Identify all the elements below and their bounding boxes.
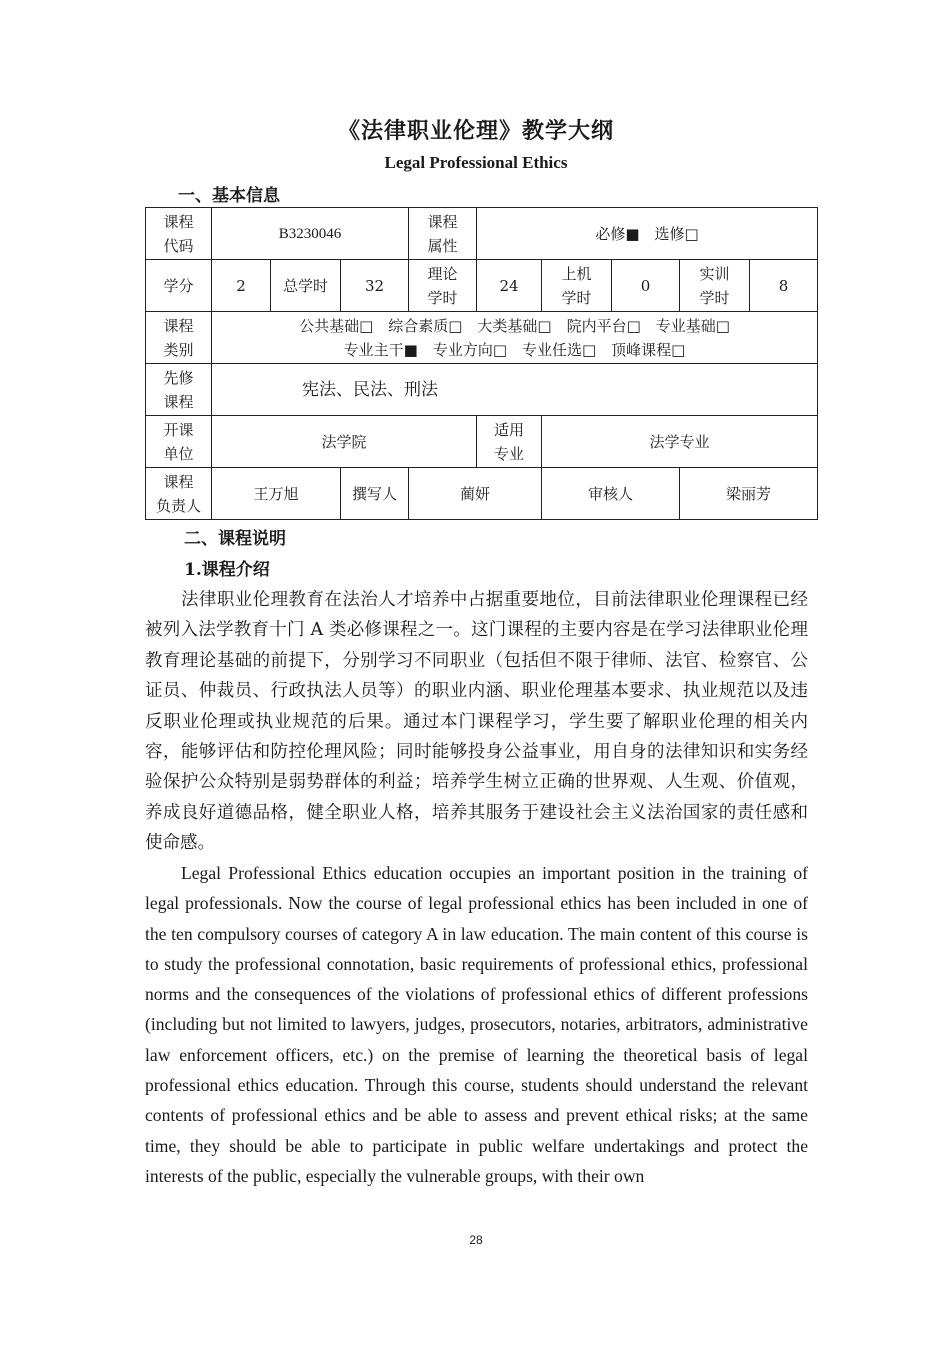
prereq-value: 宪法、民法、刑法 [212,364,818,416]
major-label: 适用 专业 [477,416,542,468]
course-intro-english-text: Legal Professional Ethics education occupies an important position in the training of legal professionals. Now the course of legal professional ethics has been included in one of the ten compulsory courses of category A in law education. The main content of this course is to study the professional connotation, basic requirements of professional ethics, professional norms and the consequences of the violations of professional ethics of different professions (including but not limited to lawyers, judges, prosecutors, notaries, arbitrators, administrative law enforcement officers, etc.) on the premise of learning the theoretical basis of legal professional ethics education. Through this course, students should understand the relevant contents of professional ethics and be able to assess and prevent ethical risks; at the same time, they should be able to participate in public welfare undertakings and protect the interests of the public, especially the vulnerable groups, with their own [145,863,808,1186]
owner-label: 课程 负责人 [146,468,212,520]
category-label: 课程 类别 [146,312,212,364]
section-heading-course-description: 二、课程说明 [184,529,286,549]
basic-info-table [145,207,818,520]
course-intro-chinese-text: 法律职业伦理教育在法治人才培养中占据重要地位，目前法律职业伦理课程已经被列入法学教育十门 A 类必修课程之一。这门课程的主要内容是在学习法律职业伦理教育理论基础的前提下，分别学习不同职业（包括但不限于律师、法官、检察官、公证员、仲裁员、行政执法人员等）的职业内涵、职业伦理基本要求、执业规范以及违反职业伦理或执业规范的后果。通过本门课程学习，学生要了解职业伦理的相关内容，能够评估和防控伦理风险；同时能够投身公益事业，用自身的法律知识和实务经验保护公众特别是弱势群体的利益；培养学生树立正确的世界观、人生观、价值观，养成良好道德品格，健全职业人格，培养其服务于建设社会主义法治国家的责任感和使命感。 [145,590,808,854]
reviewer-value: 梁丽芳 [680,468,818,520]
subsection-heading-course-intro: 1.课程介绍 [184,560,270,580]
dept-value: 法学院 [212,416,477,468]
course-attr-value: 必修■ 选修□ [477,208,818,260]
page-number: 28 [469,1233,483,1247]
theory-hours-label: 理论 学时 [409,260,477,312]
course-intro-english [145,858,808,1191]
practice-hours-value: 8 [750,260,818,312]
reviewer-label: 审核人 [542,468,680,520]
category-options-line-2: 专业主干■ 专业方向□ 专业任选□ 顶峰课程□ [343,340,686,359]
theory-hours-value: 24 [477,260,542,312]
credit-label: 学分 [146,260,212,312]
dept-label: 开课 单位 [146,416,212,468]
course-intro-chinese [145,585,808,859]
writer-value: 蔺妍 [409,468,542,520]
course-code-value: B3230046 [212,208,409,260]
document-subtitle: Legal Professional Ethics [384,153,568,172]
owner-value: 王万旭 [212,468,341,520]
category-value [212,312,818,364]
prereq-label: 先修 课程 [146,364,212,416]
section-heading-basic-info: 一、基本信息 [178,186,280,206]
document-title: 《法律职业伦理》教学大纲 [337,118,614,144]
course-attr-label: 课程 属性 [409,208,477,260]
total-hours-label: 总学时 [271,260,341,312]
major-value: 法学专业 [542,416,818,468]
computer-hours-label: 上机 学时 [542,260,612,312]
computer-hours-value: 0 [612,260,680,312]
total-hours-value: 32 [341,260,409,312]
course-code-label: 课程 代码 [146,208,212,260]
credit-value: 2 [212,260,271,312]
practice-hours-label: 实训 学时 [680,260,750,312]
category-options-line-1: 公共基础□ 综合素质□ 大类基础□ 院内平台□ 专业基础□ [299,316,730,335]
writer-label: 撰写人 [341,468,409,520]
